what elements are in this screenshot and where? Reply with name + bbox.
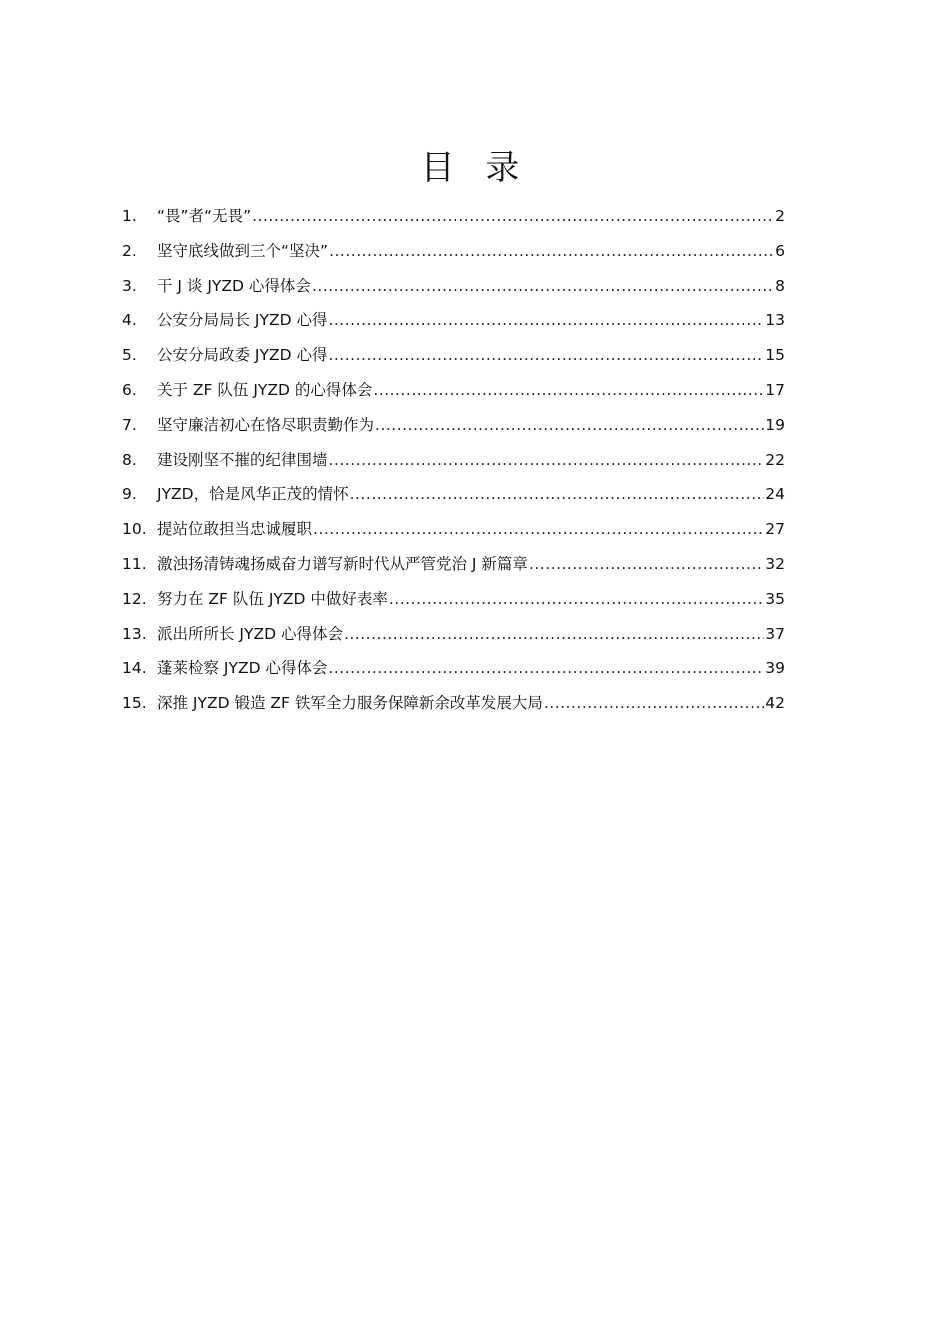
toc-entry-number: 6.: [122, 380, 137, 399]
toc-entry-number: 2.: [122, 241, 137, 260]
toc-entry-page: 15: [765, 346, 785, 365]
toc-entry-number: 9.: [122, 485, 137, 504]
toc-entry[interactable]: [122, 512, 785, 547]
toc-entry[interactable]: [122, 338, 785, 373]
toc-entry-number: 4.: [122, 311, 137, 330]
toc-entry[interactable]: [122, 617, 785, 652]
toc-entry-title: 派出所所长 JYZD 心得体会: [157, 624, 343, 643]
toc-dot-leader: [375, 408, 764, 443]
toc-entry-title: 坚守廉洁初心在恪尽职责勤作为: [157, 415, 375, 434]
toc-entry-number: 8.: [122, 450, 137, 469]
toc-dot-leader: [389, 582, 764, 617]
toc-entry-title: 努力在 ZF 队伍 JYZD 中做好表率: [157, 589, 388, 608]
toc-entry-page: 8: [775, 276, 785, 295]
toc-entry-title: 建设刚坚不摧的纪律围墙: [157, 450, 328, 469]
toc-entry-page: 39: [765, 659, 785, 678]
toc-entry-number: 13.: [122, 624, 147, 643]
toc-dot-leader: [373, 373, 764, 408]
toc-entry-title: 关于 ZF 队伍 JYZD 的心得体会: [157, 380, 373, 399]
toc-dot-leader: [328, 303, 764, 338]
toc-dot-leader: [313, 512, 764, 547]
toc-dot-leader: [312, 269, 774, 304]
toc-title: 目 录: [420, 148, 530, 188]
toc-entry-title: 干 J 谈 JYZD 心得体会: [157, 276, 311, 295]
toc-entry[interactable]: [122, 651, 785, 686]
toc-entry-title: 公安分局局长 JYZD 心得: [157, 311, 328, 330]
toc-entry[interactable]: [122, 269, 785, 304]
toc-entry[interactable]: [122, 686, 785, 721]
toc-entry-page: 19: [765, 415, 785, 434]
toc-dot-leader: [329, 443, 765, 478]
toc-entry-number: 7.: [122, 415, 137, 434]
toc-entry-page: 35: [765, 589, 785, 608]
toc-entry-page: 17: [765, 380, 785, 399]
toc-entry-page: 2: [775, 207, 785, 225]
toc-entry[interactable]: [122, 373, 785, 408]
toc-entry[interactable]: [122, 408, 785, 443]
toc-entry-title: 提站位敢担当忠诚履职: [157, 520, 313, 539]
toc-entry[interactable]: [122, 582, 785, 617]
toc-entry-page: 13: [765, 311, 785, 330]
toc-entry-number: 14.: [122, 659, 147, 678]
toc-entry-title: 激浊扬清铸魂扬威奋力谱写新时代从严管党治 J 新篇章: [157, 554, 528, 573]
toc-entry-number: 15.: [122, 694, 147, 713]
toc-dot-leader: [544, 686, 764, 721]
toc-entry[interactable]: [122, 234, 785, 269]
toc-entry-number: 10.: [122, 520, 147, 539]
toc-entry-title: 蓬莱检察 JYZD 心得体会: [157, 659, 328, 678]
toc-dot-leader: [328, 338, 764, 373]
toc-entry[interactable]: [122, 477, 785, 512]
toc-entry-page: 37: [765, 624, 785, 643]
toc-entry-page: 22: [765, 450, 785, 469]
toc-entry-page: 42: [765, 694, 785, 713]
toc-entry-page: 24: [765, 485, 785, 504]
toc-entry[interactable]: [122, 547, 785, 582]
toc-dot-leader: [328, 651, 764, 686]
toc-entry-number: 12.: [122, 589, 147, 608]
toc-entry-title: 公安分局政委 JYZD 心得: [157, 346, 328, 365]
toc-entry[interactable]: [122, 303, 785, 338]
toc-entry-title: JYZD，恰是风华正茂的情怀: [157, 485, 349, 504]
toc-entry-page: 6: [775, 241, 785, 260]
toc-entry-number: 5.: [122, 346, 137, 365]
toc-dot-leader: [350, 477, 765, 512]
toc-entry-page: 27: [765, 520, 785, 539]
toc-entry-number: 3.: [122, 276, 137, 295]
toc-entry[interactable]: [122, 443, 785, 478]
toc-dot-leader: [252, 199, 774, 234]
toc-entry-number: 1.: [122, 207, 137, 225]
toc-list: [122, 199, 785, 721]
toc-dot-leader: [329, 234, 774, 269]
toc-entry-number: 11.: [122, 554, 147, 573]
toc-entry-page: 32: [765, 554, 785, 573]
toc-entry-title: 坚守底线做到三个“坚决”: [157, 241, 329, 260]
toc-entry-title: “畏”者“无畏”: [157, 207, 252, 225]
toc-entry[interactable]: [122, 199, 785, 234]
toc-dot-leader: [344, 617, 764, 652]
toc-dot-leader: [529, 547, 764, 582]
toc-entry-title: 深推 JYZD 锻造 ZF 铁军全力服务保障新余改革发展大局: [157, 694, 543, 713]
